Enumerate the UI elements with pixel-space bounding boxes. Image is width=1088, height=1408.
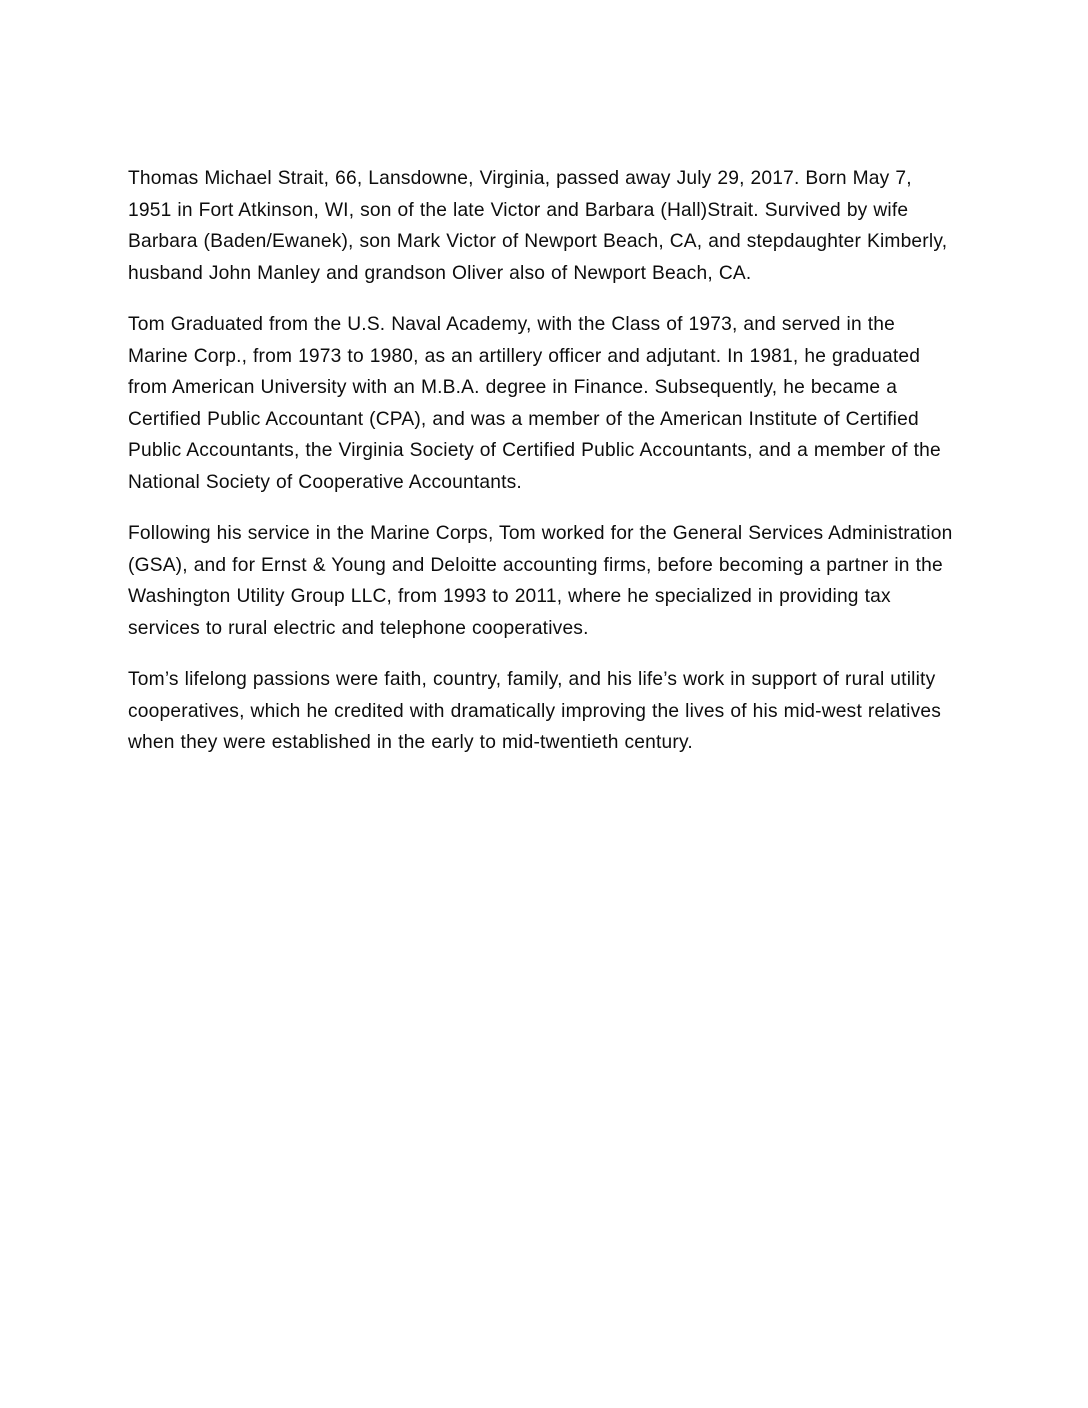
paragraph-professional-history: Following his service in the Marine Corps, Tom worked for the General Services Administration (GSA), and for Ernst & Young and Deloitte accounting firms, before becoming a partner in the Washington Utility Group LLC, from 1993 to 2011, where he specialized in providing tax services to rural electric and telephone cooperatives. bbox=[128, 523, 953, 639]
document-text-body bbox=[128, 163, 960, 759]
paragraph-obituary-intro: Thomas Michael Strait, 66, Lansdowne, Virginia, passed away July 29, 2017. Born May 7, 1951 in Fort Atkinson, WI, son of the late Victor and Barbara (Hall)Strait. Survived by wife Barbara (Baden/Ewanek), son Mark Victor of Newport Beach, CA, and stepdaughter Kimberly, husband John Manley and grandson Oliver also of Newport Beach, CA. bbox=[128, 168, 948, 284]
paragraph-passions: Tom’s lifelong passions were faith, country, family, and his life’s work in support of rural utility cooperatives, which he credited with dramatically improving the lives of his mid-west relatives when they were established in the early to mid-twentieth century. bbox=[128, 669, 942, 753]
paragraph-education-career: Tom Graduated from the U.S. Naval Academy, with the Class of 1973, and served in the Marine Corp., from 1973 to 1980, as an artillery officer and adjutant. In 1981, he graduated from American University with an M.B.A. degree in Finance. Subsequently, he became a Certified Public Accountant (CPA), and was a member of the American Institute of Certified Public Accountants, the Virginia Society of Certified Public Accountants, and a member of the National Society of Cooperative Accountants. bbox=[128, 314, 941, 493]
